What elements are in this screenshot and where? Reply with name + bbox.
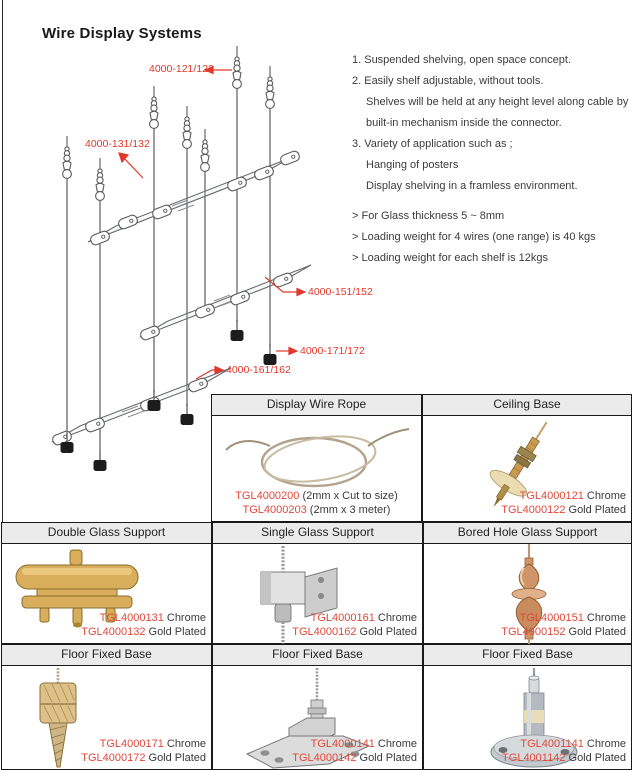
spec-line: > Loading weight for each shelf is 12kgs xyxy=(352,252,548,264)
part-numbers xyxy=(501,611,626,639)
cell-floor-fixed-base-screw xyxy=(1,644,212,770)
feature-line: 1. Suspended shelving, open space concept. xyxy=(352,54,571,66)
part-numbers xyxy=(501,489,626,517)
part-code: TGL4000132 xyxy=(81,626,146,638)
diagram-label-4000-121-122: 4000-121/122 xyxy=(149,63,214,75)
diagram-label-4000-151-152: 4000-151/152 xyxy=(308,286,373,298)
part-desc: Gold Plated xyxy=(565,752,626,764)
spec-line: > For Glass thickness 5 ~ 8mm xyxy=(352,210,505,222)
part-desc: Chrome xyxy=(163,738,206,750)
cell-display-wire-rope xyxy=(211,394,422,522)
part-desc: Gold Plated xyxy=(145,626,206,638)
part-desc: Gold Plated xyxy=(565,626,626,638)
cell-single-glass-support xyxy=(212,522,423,644)
part-numbers xyxy=(81,737,206,765)
cell-title: Floor Fixed Base xyxy=(213,645,422,666)
part-desc: (2mm x 3 meter) xyxy=(306,504,391,516)
catalog-row-3 xyxy=(1,644,632,770)
feature-line: Shelves will be held at any height level along cable by xyxy=(366,96,629,108)
diagram-label-4000-161-162: 4000-161/162 xyxy=(226,364,291,376)
feature-line: Hanging of posters xyxy=(366,159,459,171)
part-desc: Chrome xyxy=(163,612,206,624)
cell-title: Double Glass Support xyxy=(2,523,211,544)
part-numbers xyxy=(292,737,417,765)
cell-title: Single Glass Support xyxy=(213,523,422,544)
page-title: Wire Display Systems xyxy=(42,25,202,42)
part-code: TGL4000161 xyxy=(310,612,375,624)
part-desc: Chrome xyxy=(583,612,626,624)
feature-line: 2. Easily shelf adjustable, without tools. xyxy=(352,75,544,87)
part-code: TGL4000141 xyxy=(310,738,375,750)
part-desc: Gold Plated xyxy=(356,626,417,638)
spec-bullets xyxy=(352,206,630,269)
part-code: TGL4000142 xyxy=(292,752,357,764)
part-numbers xyxy=(81,611,206,639)
part-desc: Chrome xyxy=(374,612,417,624)
part-code: TGL4000162 xyxy=(292,626,357,638)
spec-line: > Loading weight for 4 wires (one range) is 40 kgs xyxy=(352,231,596,243)
feature-line: built-in mechanism inside the connector. xyxy=(366,117,562,129)
feature-list xyxy=(352,50,630,269)
part-numbers xyxy=(212,489,421,517)
part-desc: Gold Plated xyxy=(145,752,206,764)
part-desc: Chrome xyxy=(583,490,626,502)
cell-double-glass-support xyxy=(1,522,212,644)
part-numbers xyxy=(292,611,417,639)
part-desc: (2mm x Cut to size) xyxy=(299,490,398,502)
part-code: TGL4000121 xyxy=(519,490,584,502)
part-code: TGL4000131 xyxy=(99,612,164,624)
part-numbers xyxy=(502,737,626,765)
catalog-row-1 xyxy=(211,394,632,522)
part-code: TGL4001142 xyxy=(502,752,566,764)
part-desc: Chrome xyxy=(583,738,626,750)
cell-title: Ceiling Base xyxy=(423,395,631,416)
cell-title: Display Wire Rope xyxy=(212,395,421,416)
cell-floor-fixed-base-flange xyxy=(423,644,632,770)
part-code: TGL4000151 xyxy=(519,612,584,624)
part-code: TGL4000200 xyxy=(235,490,300,502)
part-desc: Gold Plated xyxy=(356,752,417,764)
wire-rope-image xyxy=(222,424,412,496)
part-code: TGL4000152 xyxy=(501,626,566,638)
feature-line: Display shelving in a framless environment. xyxy=(366,180,578,192)
feature-line: 3. Variety of application such as ; xyxy=(352,138,513,150)
cell-floor-fixed-base-bracket xyxy=(212,644,423,770)
part-code: TGL4000122 xyxy=(501,504,566,516)
diagram-label-4000-131-132: 4000-131/132 xyxy=(85,138,150,150)
cell-ceiling-base xyxy=(422,394,632,522)
cell-title: Floor Fixed Base xyxy=(2,645,211,666)
part-desc: Chrome xyxy=(374,738,417,750)
catalog-row-2 xyxy=(1,522,632,644)
part-code: TGL4000171 xyxy=(99,738,164,750)
part-code: TGL4000203 xyxy=(242,504,307,516)
cell-title: Bored Hole Glass Support xyxy=(424,523,631,544)
part-code: TGL4000172 xyxy=(81,752,146,764)
cell-title: Floor Fixed Base xyxy=(424,645,631,666)
part-code: TGL4001141 xyxy=(520,738,584,750)
diagram-label-4000-171-172: 4000-171/172 xyxy=(300,345,365,357)
cell-bored-hole-glass-support xyxy=(423,522,632,644)
part-desc: Gold Plated xyxy=(565,504,626,516)
